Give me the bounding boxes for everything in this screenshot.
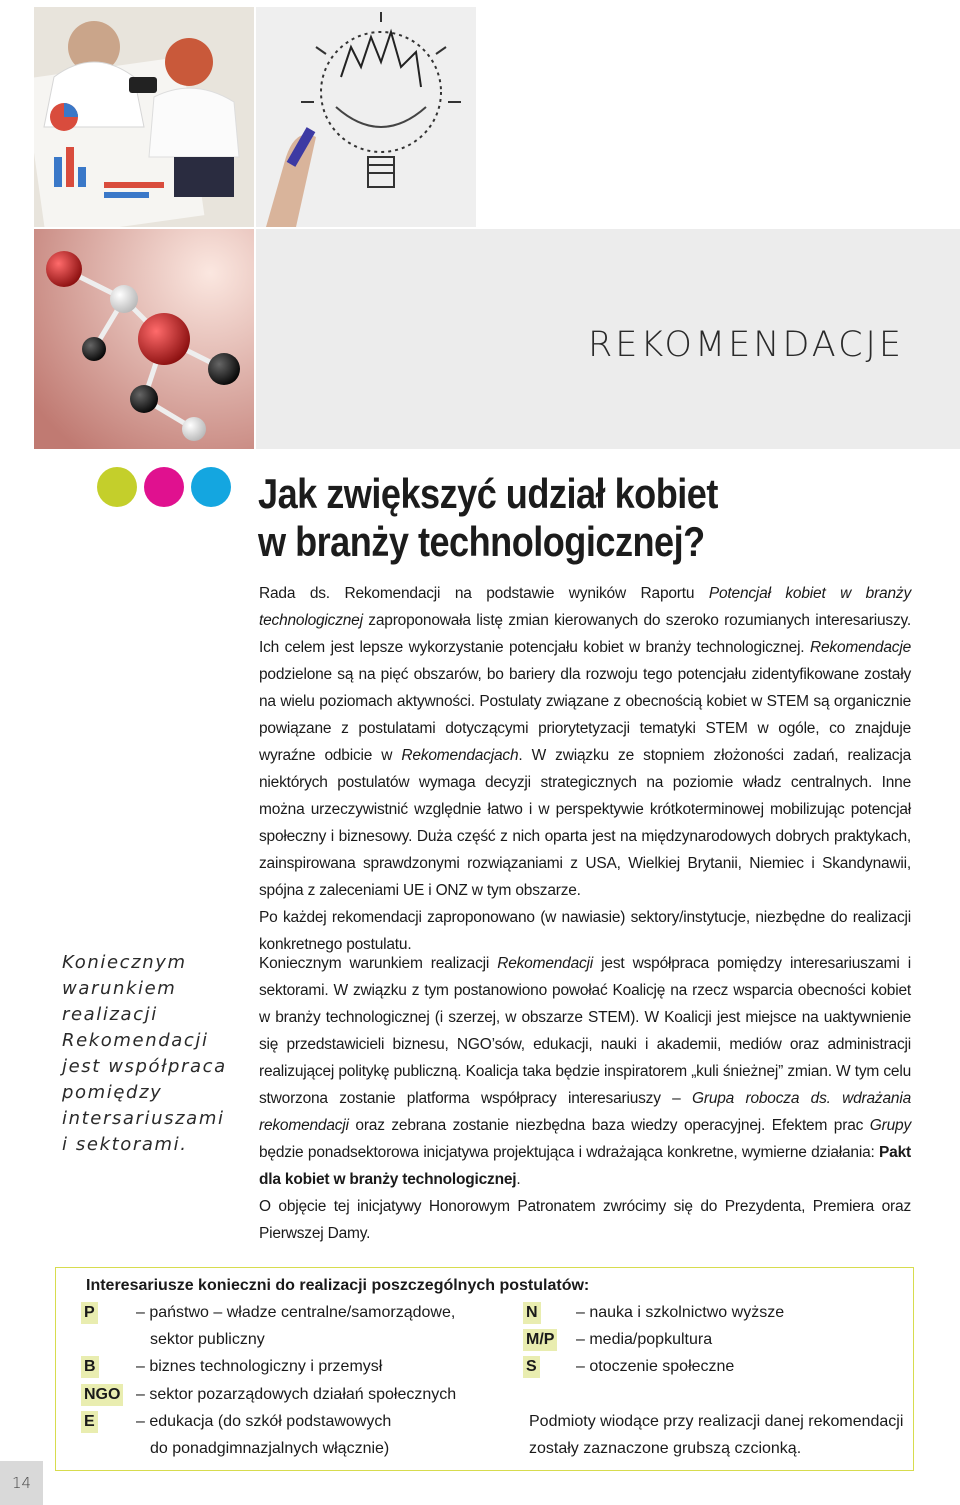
legend-note-1: Podmioty wiodące przy realizacji danej rekomendacji — [529, 1413, 904, 1430]
intro-paragraph-2: Po każdej rekomendacji zaproponowano (w nawiasie) sektory/instytucje, niezbędne do realizacji konkretnego postulatu. — [259, 909, 911, 953]
lightbulb-sketch-photo — [256, 7, 476, 227]
legend-code-s: S — [523, 1356, 540, 1378]
legend-desc-mp: – media/popkultura — [576, 1331, 713, 1348]
legend-desc-p-1: – państwo – władze centralne/samorządowe, — [136, 1304, 456, 1321]
legend-note-2: zostały zaznaczone grubszą czcionką. — [529, 1440, 802, 1457]
headline-line1: Jak zwiększyć udział kobiet — [258, 470, 718, 517]
legend-code-e: E — [81, 1411, 98, 1433]
coalition-paragraph-1: Koniecznym warunkiem realizacji Rekomendacji jest współpraca pomiędzy interesariuszami i sektorami. W związku z tym postanowiono powołać Koalicję na rzecz wsparcia obecności kobiet w branży technologicznej (i szerzej, w obszarze STEM). W Koalicji jest miejsce na uaktywnienie się przedstawicieli biznesu, NGO’sów, edukacji, nauki i akademii, mediów oraz administracji realizującej politykę publiczną. Koalicja taka będzie inspiratorem „kuli śnieżnej” zmian. W tym celu stworzona zostanie platforma współpracy interesariuszy – Grupa robocza ds. wdrażania rekomendacji oraz zebrana zostanie niezbędna baza wiedzy operacyjnej. Efektem prac Grupy będzie ponadsektorowa inicjatywa projektująca i wdrażająca konkretne, wymierne działania: Pakt dla kobiet w branży technologicznej. — [259, 955, 911, 1188]
legend-desc-ngo: – sektor pozarządowych działań społecznych — [136, 1386, 457, 1403]
legend-code-b: B — [81, 1356, 99, 1378]
molecule-model-photo — [34, 229, 254, 449]
pull-quote: Koniecznym warunkiem realizacji Rekomendacji jest współpraca pomiędzy intersariuszami i sektorami. — [62, 952, 227, 1155]
page-number: 14 — [0, 1461, 43, 1505]
legend-desc-b: – biznes technologiczny i przemysł — [136, 1358, 383, 1375]
magenta-dot — [144, 467, 184, 507]
title-band — [256, 229, 960, 449]
legend-code-n: N — [523, 1302, 541, 1324]
legend-code-mp: M/P — [523, 1329, 557, 1351]
headline — [258, 470, 826, 566]
coalition-paragraph-2: O objęcie tej inicjatywy Honorowym Patronatem zwrócimy się do Prezydenta, Premiera oraz Pierwszej Damy. — [259, 1198, 911, 1242]
intro-text — [259, 580, 911, 958]
legend-code-p: P — [81, 1302, 98, 1324]
stakeholders-legend — [55, 1267, 914, 1471]
intro-paragraph-1: Rada ds. Rekomendacji na podstawie wyników Raportu Potencjał kobiet w branży technologicznej zaproponowała listę zmian kierowanych do szeroko rozumianych interesariuszy. Ich celem jest lepsze wykorzystanie potencjału kobiet w branży technologicznej. Rekomendacje podzielone są na pięć obszarów, bo bariery dla rozwoju tego potencjału zidentyfikowane zostały na wielu poziomach aktywności. Postulaty związane z obecnością kobiet w STEM są organicznie powiązane z postulatami dotyczącymi priorytetyzacji tematyki STEM w ogóle, co znajduje wyraźne odbicie w Rekomendacjach. W związku ze stopniem złożoności zadań, realizacja niektórych postulatów wymaga decyzji strategicznych na poziomie władz centralnych. Inne można urzeczywistnić względnie łatwo i w perspektywie krótkoterminowej mobilizując potencjał społeczny i biznesowy. Duża część z nich oparta jest na międzynarodowych dobrych praktykach, zainspirowana sprawdzonymi rozwiązaniami z USA, Wielkiej Brytanii, Niemiec i Skandynawii, spójna z zaleceniami UE i ONZ w tym obszarze. — [259, 585, 911, 899]
legend-desc-s: – otoczenie społeczne — [576, 1358, 735, 1375]
legend-desc-n: – nauka i szkolnictwo wyższe — [576, 1304, 785, 1321]
coalition-text — [259, 950, 911, 1247]
legend-heading: Interesariusze konieczni do realizacji poszczególnych postulatów: — [86, 1277, 590, 1294]
section-title: REKOMENDACJE — [587, 325, 904, 365]
cyan-dot — [191, 467, 231, 507]
pakt-name: Pakt dla kobiet w branży technologicznej — [259, 1144, 911, 1188]
legend-desc-e-2: do ponadgimnazjalnych włącznie) — [150, 1440, 390, 1457]
legend-desc-p-2: sektor publiczny — [150, 1331, 265, 1348]
legend-desc-e-1: – edukacja (do szkół podstawowych — [136, 1413, 392, 1430]
lime-dot — [97, 467, 137, 507]
team-meeting-photo — [34, 7, 254, 227]
legend-code-ngo: NGO — [81, 1384, 123, 1406]
headline-line2: w branży technologicznej? — [258, 518, 705, 565]
